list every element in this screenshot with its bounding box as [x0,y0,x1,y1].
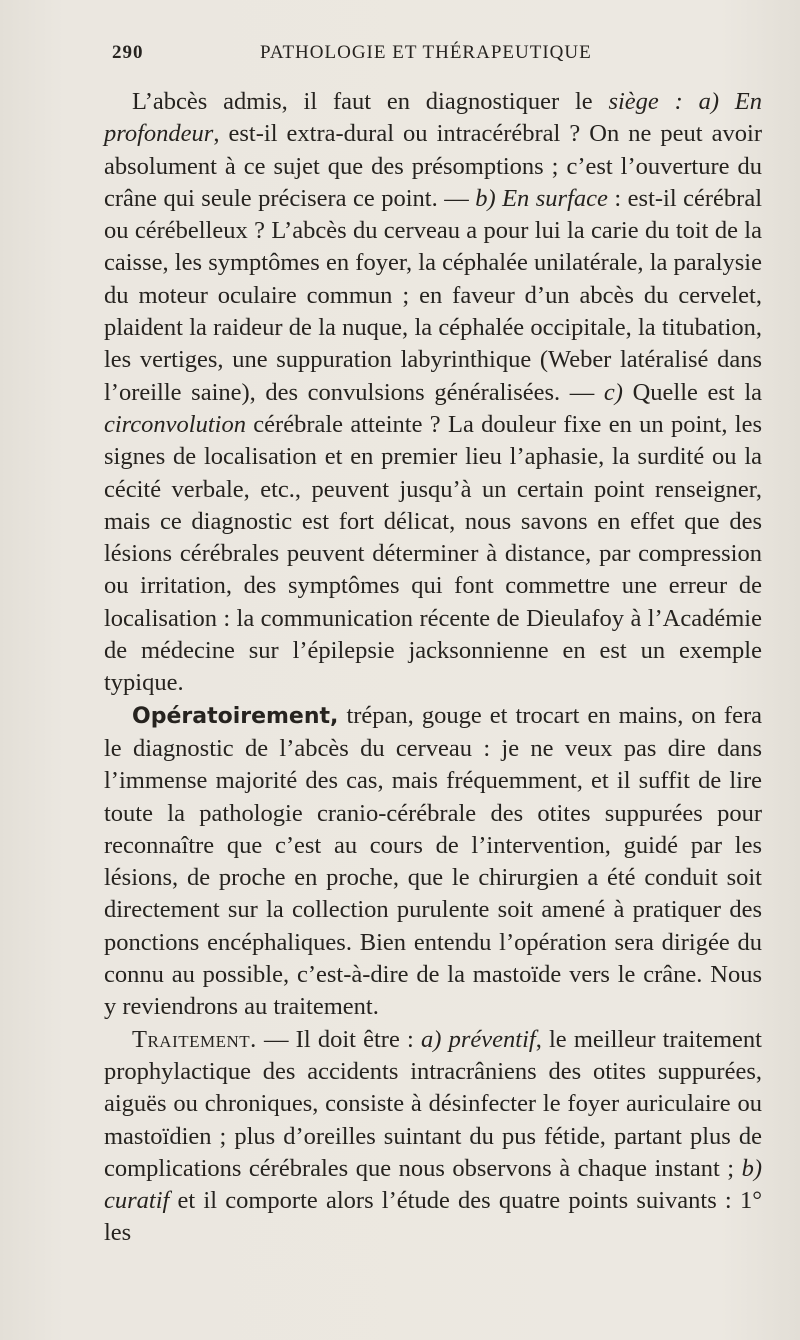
text-span: Quelle est la [622,378,762,406]
italic-span: c) [603,378,623,406]
italic-span: siège : a) En profondeur [104,88,762,148]
text-span: L’abcès admis, il faut en diagnostiquer le [132,88,609,115]
text-span: : est-il cérébral ou cérébelleux ? L’abcès du cerveau a pour lui la carie du toit de la caisse, les symptômes en foyer, la céphalée unilatérale, la paralysie du moteur oculaire commun ; en faveur d’un abcès du cervelet, plaident la raideur de la nuque, la céphalée occipitale, la titubation, les vertiges, une suppuration labyrinthique (Weber latéralisé dans l’oreille saine), des convulsions généralisées. — [104,184,763,406]
smallcaps-heading: Traitement. [132,1025,257,1053]
italic-span: circonvolution [104,410,246,438]
text-span: , est-il extra-dural ou intracérébral ? On ne peut avoir absolument à ce sujet que des présomptions ; c’est l’ouverture du crâne qui seule précisera ce point. — [104,120,762,212]
italic-span: b) En surface [475,184,608,212]
italic-span: b) curatif [104,1154,762,1215]
paragraph-traitement [104,1024,762,1250]
paragraph-operatoirement [104,700,762,1024]
text-span: et il comporte alors l’étude des quatre points suivants : 1° les [104,1187,762,1247]
text-span: trépan, gouge et trocart en mains, on fera le diagnostic de l’abcès du cerveau : je ne veux pas dire dans l’immense majorité des cas, mais fréquemment, et il suffit de lire toute la pathologie cranio-cérébrale des otites suppurées pour reconnaître que c’est au cours de l’intervention, guidé par les lésions, de proche en proche, que le chirurgien a été conduit soit directement sur la collection purulente soit amené à pratiquer des ponctions encéphaliques. Bien entendu l’opération sera dirigée du connu au possible, c’est-à-dire de la mastoïde vers le crâne. Nous y reviendrons au traitement. [104,701,762,1021]
paragraph-diagnostic-siege [104,86,762,700]
italic-span: a) préventif [421,1025,536,1053]
running-title: PATHOLOGIE ET THÉRAPEUTIQUE [260,42,592,63]
running-head [112,42,752,70]
body-text [104,86,762,1250]
text-span: — Il doit être : [256,1025,422,1053]
bold-lead: Opératoirement, [132,703,339,729]
text-span: cérébrale atteinte ? La douleur fixe en un point, les signes de localisation et en premier lieu l’aphasie, la surdité ou la cécité verbale, etc., peuvent jusqu’à un certain point renseigner, mais ce diagnostic est fort délicat, nous savons en effet que des lésions cérébrales peuvent déterminer à distance, par compression ou irritation, des symptômes qui font commettre une erreur de localisation : la communication récente de Dieulafoy à l’Académie de médecine sur l’épilepsie jacksonnienne en est un exemple typique. [104,410,762,697]
page-number: 290 [112,42,144,63]
text-span: , le meilleur traitement prophylactique des accidents intracrâniens des otites suppurées, aiguës ou chroniques, consiste à désinfecter le foyer auriculaire ou mastoïdien ; plus d’oreilles suintant du pus fétide, partant plus de complications cérébrales que nous observons à chaque instant ; [104,1025,762,1182]
